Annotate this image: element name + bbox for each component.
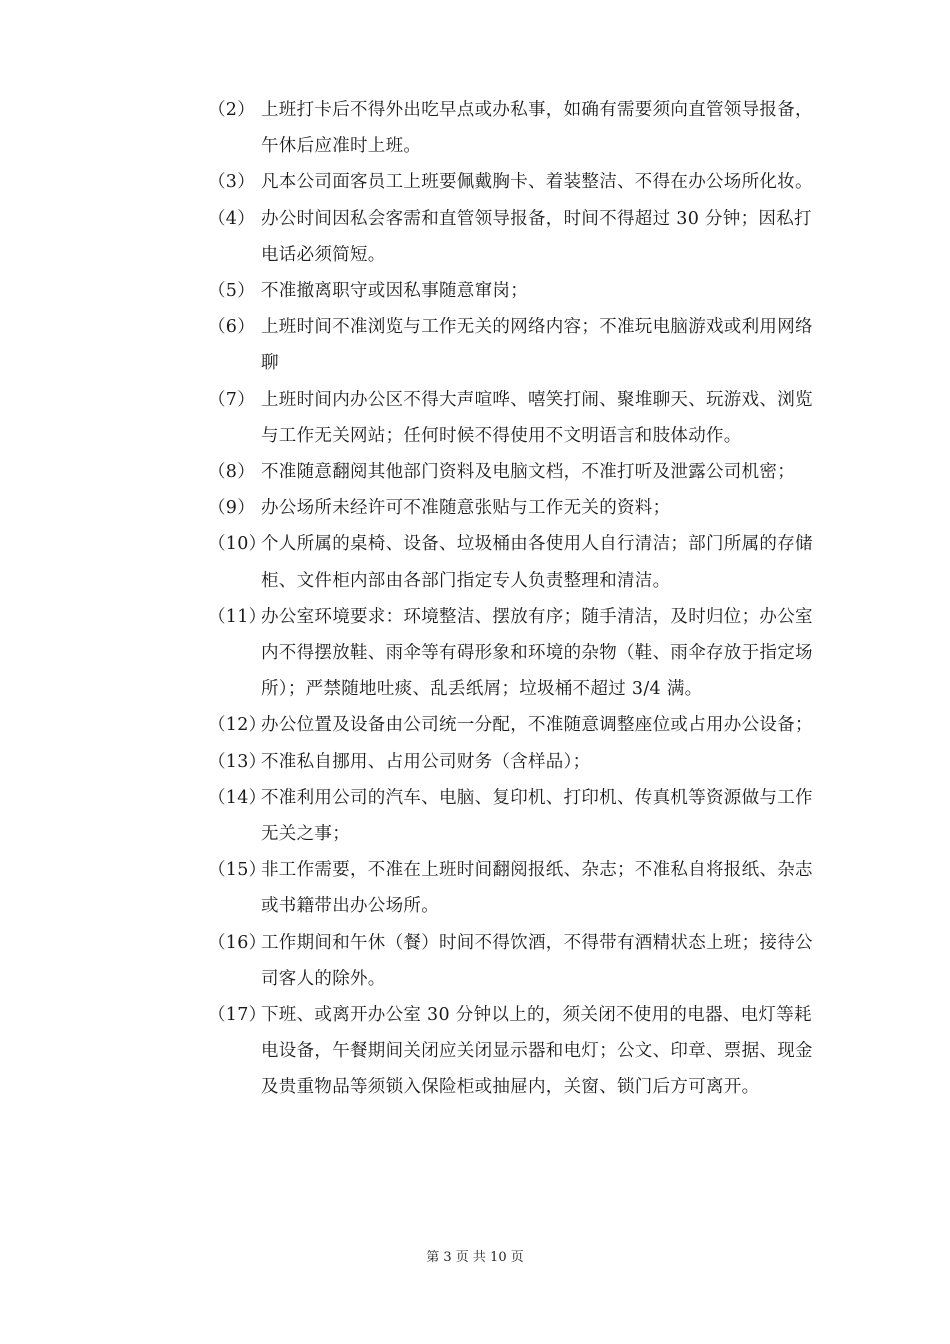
item-text: 个人所属的桌椅、设备、垃圾桶由各使用人自行清洁；部门所属的存储柜、文件柜内部由各部门指定专人负责整理和清洁。 <box>261 534 813 591</box>
list-item <box>208 852 818 924</box>
page-footer: 第 3 页 共 10 页 <box>426 1250 524 1265</box>
item-text: 不准撤离职守或因私事随意窜岗； <box>261 281 528 302</box>
item-text: 办公时间因私会客需和直管领导报备，时间不得超过 30 分钟；因私打电话必须简短。 <box>261 208 812 265</box>
item-number: （10） <box>208 534 267 555</box>
item-text: 上班时间内办公区不得大声喧哗、嘻笑打闹、聚堆聊天、玩游戏、浏览与工作无关网站；任何时候不得使用不文明语言和肢体动作。 <box>261 389 813 446</box>
list-item <box>208 925 818 997</box>
list-item <box>208 164 818 200</box>
list-item <box>208 997 818 1106</box>
item-number: （4） <box>208 208 256 229</box>
item-text: 工作期间和午休（餐）时间不得饮酒，不得带有酒精状态上班；接待公司客人的除外。 <box>261 932 813 989</box>
item-number: （11） <box>208 606 267 627</box>
item-text: 不准利用公司的汽车、电脑、复印机、打印机、传真机等资源做与工作无关之事； <box>261 787 813 845</box>
list-item <box>208 599 818 708</box>
item-text: 办公室环境要求：环境整洁、摆放有序；随手清洁，及时归位；办公室内不得摆放鞋、雨伞等有碍形象和环境的杂物（鞋、雨伞存放于指定场所）；严禁随地吐痰、乱丢纸屑；垃圾桶不超过 3/4 满。 <box>261 606 813 700</box>
item-text: 办公位置及设备由公司统一分配，不准随意调整座位或占用办公设备； <box>261 715 813 736</box>
list-item <box>208 92 818 164</box>
item-number: （7） <box>208 389 256 410</box>
list-item <box>208 454 818 490</box>
item-text: 下班、或离开办公室 30 分钟以上的，须关闭不使用的电器、电灯等耗电设备，午餐期间关闭应关闭显示器和电灯；公文、印章、票据、现金及贵重物品等须锁入保险柜或抽屉内，关窗、锁门后方可离开。 <box>261 1005 813 1098</box>
item-number: （17） <box>208 1005 267 1026</box>
item-text: 不准随意翻阅其他部门资料及电脑文档，不准打听及泄露公司机密； <box>261 462 795 483</box>
item-number: （3） <box>208 172 256 193</box>
list-item <box>208 526 818 598</box>
item-text: 上班打卡后不得外出吃早点或办私事，如确有需要须向直管领导报备，午休后应准时上班。 <box>261 100 813 157</box>
list-item <box>208 490 818 526</box>
item-text: 非工作需要，不准在上班时间翻阅报纸、杂志；不准私自将报纸、杂志或书籍带出办公场所。 <box>261 860 813 917</box>
item-text: 不准私自挪用、占用公司财务（含样品）； <box>261 751 591 772</box>
item-text: 凡本公司面客员工上班要佩戴胸卡、着装整洁、不得在办公场所化妆。 <box>261 172 813 193</box>
item-number: （13） <box>208 751 267 772</box>
item-number: （5） <box>208 281 256 302</box>
item-number: （12） <box>208 715 267 736</box>
item-text: 上班时间不准浏览与工作无关的网络内容；不准玩电脑游戏或利用网络聊 <box>261 317 813 374</box>
list-item <box>208 382 818 454</box>
rules-list <box>208 92 818 1106</box>
list-item <box>208 201 818 273</box>
item-number: （14） <box>208 787 267 808</box>
item-text: 办公场所未经许可不准随意张贴与工作无关的资料； <box>261 498 671 519</box>
list-item <box>208 744 818 780</box>
list-item <box>208 309 818 381</box>
item-number: （6） <box>208 317 256 338</box>
list-item <box>208 707 818 743</box>
item-number: （2） <box>208 100 256 120</box>
item-number: （9） <box>208 498 256 519</box>
item-number: （16） <box>208 932 267 953</box>
item-number: （8） <box>208 462 256 483</box>
item-number: （15） <box>208 860 267 881</box>
list-item <box>208 780 818 852</box>
list-item <box>208 273 818 309</box>
